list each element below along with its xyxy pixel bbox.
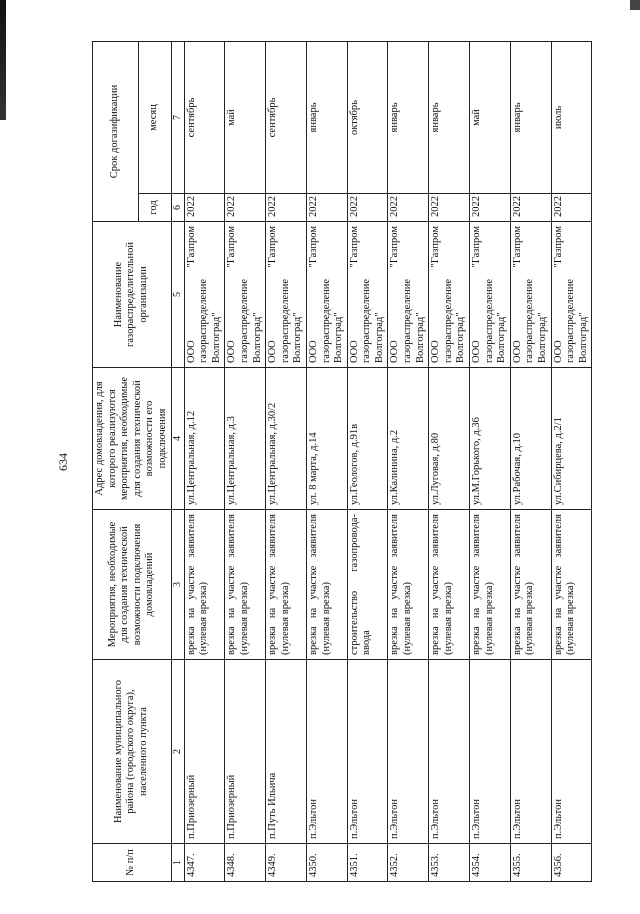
cell-gdo: ООО "Газпром газораспределение Волгоград" [429,222,470,368]
cell-year: 2022 [184,194,225,222]
table-row [306,41,347,881]
header-term: Срок догазификации [93,41,139,221]
cell-address: ул.Калинина, д.2 [388,368,429,510]
cell-no: 4349. [266,844,307,882]
cell-month: сентябрь [184,41,225,193]
cell-address: ул.Сибирцева, д.2/1 [551,368,592,510]
cell-month: октябрь [347,41,388,193]
cell-gdo: ООО "Газпром газораспределение Волгоград" [266,222,307,368]
cell-settlement: п.Эльтон [306,660,347,844]
cell-gdo: ООО "Газпром газораспределение Волгоград" [306,222,347,368]
col-number: 4 [171,368,184,510]
cell-measure: врезка на участке заявителя (нулевая врезка) [510,510,551,660]
cell-address: ул. 8 марта, д.14 [306,368,347,510]
cell-no: 4353. [429,844,470,882]
cell-address: ул.Геологов, д.91в [347,368,388,510]
cell-address: ул.Центральная, д.30/2 [266,368,307,510]
cell-month: январь [388,41,429,193]
cell-address: ул.М.Горького, д.36 [470,368,511,510]
cell-no: 4348. [225,844,266,882]
cell-month: январь [510,41,551,193]
cell-settlement: п.Приозерный [184,660,225,844]
col-number: 6 [171,194,184,222]
cell-measure: строительство газопровода-ввода [347,510,388,660]
header-year: год [138,194,171,222]
cell-year: 2022 [510,194,551,222]
cell-settlement: п.Путь Ильича [266,660,307,844]
cell-year: 2022 [388,194,429,222]
cell-year: 2022 [470,194,511,222]
cell-gdo: ООО "Газпром газораспределение Волгоград" [388,222,429,368]
scan-corner-mark [630,0,640,10]
table-row [225,41,266,881]
cell-settlement: п.Эльтон [347,660,388,844]
cell-address: ул.Центральная, д.12 [184,368,225,510]
table-body [184,41,592,881]
col-number: 1 [171,844,184,882]
cell-month: январь [306,41,347,193]
scan-edge-shadow [0,0,6,120]
table-row [470,41,511,881]
header-no: № п/п [93,844,172,882]
cell-measure: врезка на участке заявителя (нулевая врезка) [306,510,347,660]
table-row [184,41,225,881]
col-number: 5 [171,222,184,368]
cell-year: 2022 [429,194,470,222]
page-number: 634 [56,453,70,471]
header-gdo: Наименование газораспределительной организации [93,222,172,368]
cell-settlement: п.Эльтон [429,660,470,844]
cell-no: 4354. [470,844,511,882]
cell-no: 4351. [347,844,388,882]
table-row [429,41,470,881]
col-number: 2 [171,660,184,844]
cell-measure: врезка на участке заявителя (нулевая врезка) [388,510,429,660]
table-row [551,41,592,881]
cell-measure: врезка на участке заявителя (нулевая врезка) [470,510,511,660]
cell-year: 2022 [266,194,307,222]
cell-month: май [470,41,511,193]
cell-measure: врезка на участке заявителя (нулевая врезка) [225,510,266,660]
rotated-page [52,42,592,882]
cell-no: 4355. [510,844,551,882]
cell-no: 4356. [551,844,592,882]
cell-month: сентябрь [266,41,307,193]
table-row [266,41,307,881]
cell-settlement: п.Эльтон [510,660,551,844]
cell-settlement: п.Эльтон [470,660,511,844]
table-row [388,41,429,881]
table-row [347,41,388,881]
cell-measure: врезка на участке заявителя (нулевая врезка) [551,510,592,660]
cell-address: ул.Рабочая, д.10 [510,368,551,510]
gasification-table [92,41,592,882]
cell-no: 4347. [184,844,225,882]
cell-year: 2022 [347,194,388,222]
cell-settlement: п.Эльтон [551,660,592,844]
cell-month: январь [429,41,470,193]
cell-month: июль [551,41,592,193]
cell-month: май [225,41,266,193]
cell-settlement: п.Эльтон [388,660,429,844]
cell-year: 2022 [551,194,592,222]
cell-gdo: ООО "Газпром газораспределение Волгоград" [470,222,511,368]
header-month: месяц [138,41,171,193]
cell-gdo: ООО "Газпром газораспределение Волгоград" [225,222,266,368]
table-row [510,41,551,881]
table-header [93,41,185,881]
cell-gdo: ООО "Газпром газораспределение Волгоград" [347,222,388,368]
header-measures: Мероприятия, необходимые для создания технической возможности подключения домовладений [93,510,172,660]
column-number-row [171,41,184,881]
cell-gdo: ООО "Газпром газораспределение Волгоград" [551,222,592,368]
cell-measure: врезка на участке заявителя (нулевая врезка) [429,510,470,660]
header-municipality: Наименование муниципального района (городского округа), населенного пункта [93,660,172,844]
cell-measure: врезка на участке заявителя (нулевая врезка) [184,510,225,660]
cell-address: ул.Центральная, д.3 [225,368,266,510]
cell-year: 2022 [306,194,347,222]
cell-gdo: ООО "Газпром газораспределение Волгоград" [510,222,551,368]
cell-settlement: п.Приозерный [225,660,266,844]
col-number: 7 [171,41,184,193]
cell-gdo: ООО "Газпром газораспределение Волгоград" [184,222,225,368]
col-number: 3 [171,510,184,660]
cell-measure: врезка на участке заявителя (нулевая врезка) [266,510,307,660]
cell-no: 4350. [306,844,347,882]
cell-address: ул.Луговая, д.80 [429,368,470,510]
header-address: Адрес домовладения, для которого реализуются мероприятия, необходимые для создания технической возможности его подключения [93,368,172,510]
cell-year: 2022 [225,194,266,222]
cell-no: 4352. [388,844,429,882]
